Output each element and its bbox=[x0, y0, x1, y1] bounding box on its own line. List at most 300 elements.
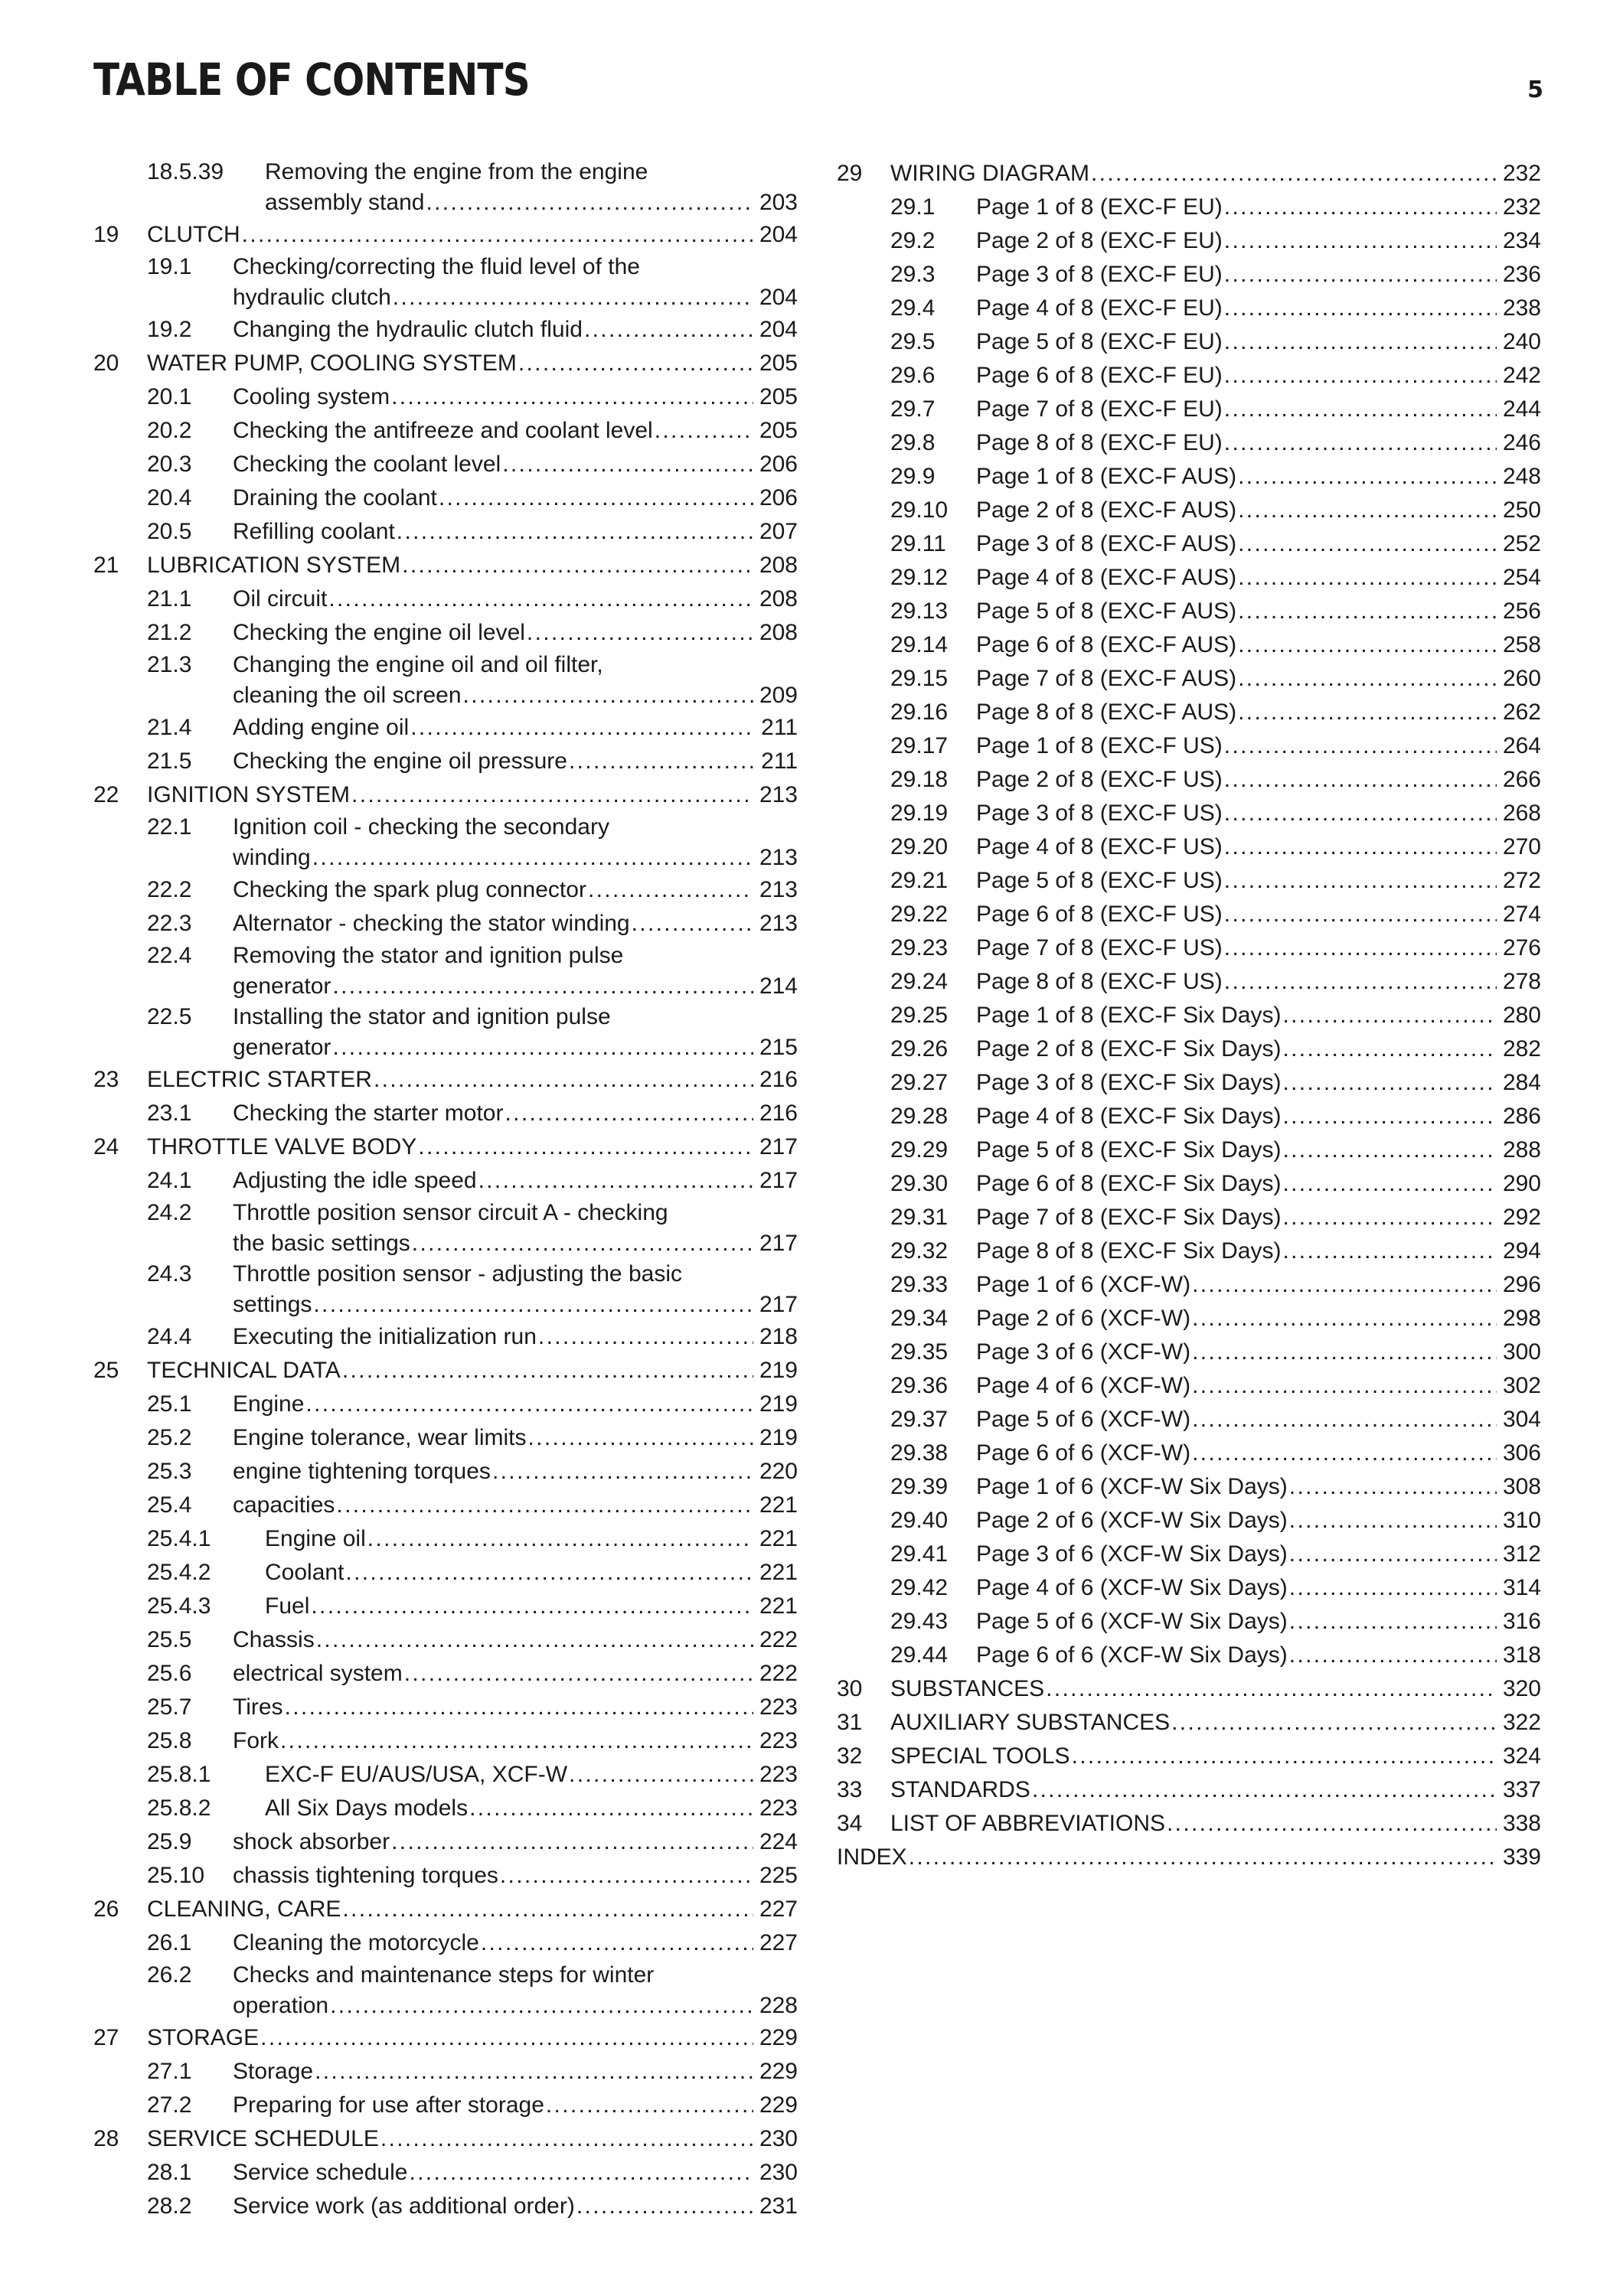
toc-chapter-entry[interactable] bbox=[93, 218, 798, 252]
toc-entry-number: 20 bbox=[93, 351, 119, 376]
toc-entry-number: 27.2 bbox=[147, 2092, 192, 2118]
toc-section-entry[interactable] bbox=[837, 1571, 1541, 1605]
toc-entry-title: Engine bbox=[233, 1391, 305, 1417]
toc-section-entry[interactable] bbox=[93, 650, 798, 711]
toc-section-entry[interactable] bbox=[837, 527, 1541, 561]
dot-leader bbox=[1282, 1201, 1496, 1234]
toc-entry-number: 29.29 bbox=[890, 1137, 949, 1163]
toc-section-entry[interactable] bbox=[837, 1504, 1541, 1538]
toc-entry-title: THROTTLE VALVE BODY bbox=[147, 1134, 417, 1159]
toc-section-entry[interactable] bbox=[93, 2156, 798, 2190]
dot-leader bbox=[1224, 763, 1497, 797]
toc-page-number: 276 bbox=[1502, 935, 1541, 960]
toc-entry-number: 25.4.3 bbox=[147, 1593, 211, 1619]
toc-section-entry[interactable] bbox=[837, 393, 1541, 426]
toc-page-number: 339 bbox=[1502, 1844, 1541, 1870]
toc-entry-number: 18.5.39 bbox=[147, 159, 224, 184]
toc-entry-title: Page 8 of 8 (EXC-F Six Days) bbox=[976, 1238, 1282, 1264]
toc-page-number: 294 bbox=[1502, 1238, 1541, 1264]
toc-section-entry[interactable] bbox=[837, 1605, 1541, 1639]
toc-entry-number: 33 bbox=[837, 1777, 863, 1802]
toc-section-entry[interactable] bbox=[93, 313, 798, 347]
toc-page-number: 229 bbox=[759, 2025, 798, 2050]
dot-leader bbox=[1238, 595, 1497, 628]
toc-section-entry[interactable] bbox=[93, 1859, 798, 1893]
dot-leader bbox=[528, 1421, 753, 1455]
toc-entry-number: 20.3 bbox=[147, 452, 192, 477]
toc-entry-title: Page 3 of 6 (XCF-W) bbox=[976, 1339, 1191, 1365]
toc-entry-number: 29.10 bbox=[890, 497, 949, 523]
toc-entry-title: Storage bbox=[233, 2059, 314, 2084]
toc-page-number: 280 bbox=[1502, 1003, 1541, 1028]
toc-entry-title: Page 2 of 8 (EXC-F US) bbox=[976, 767, 1223, 792]
page-number: 5 bbox=[1527, 77, 1543, 103]
toc-page-number: 300 bbox=[1502, 1339, 1541, 1365]
toc-section-entry[interactable] bbox=[93, 2190, 798, 2223]
toc-page-number: 268 bbox=[1502, 801, 1541, 826]
toc-entry-title: Executing the initialization run bbox=[233, 1324, 537, 1349]
toc-entry-number: 23 bbox=[93, 1067, 119, 1092]
toc-entry-title: Page 5 of 6 (XCF-W) bbox=[976, 1407, 1191, 1432]
dot-leader bbox=[1224, 797, 1497, 830]
toc-section-entry[interactable] bbox=[837, 965, 1541, 999]
toc-entry-title: SUBSTANCES bbox=[890, 1676, 1045, 1701]
toc-section-entry[interactable] bbox=[93, 1657, 798, 1691]
toc-page-number: 242 bbox=[1502, 363, 1541, 388]
toc-section-entry[interactable] bbox=[93, 1320, 798, 1354]
dot-leader bbox=[404, 1657, 753, 1691]
toc-chapter-entry[interactable] bbox=[837, 1807, 1541, 1841]
dot-leader bbox=[1046, 1672, 1497, 1706]
toc-section-entry[interactable] bbox=[837, 1437, 1541, 1470]
toc-entry-title: CLEANING, CARE bbox=[147, 1896, 341, 1922]
toc-section-entry[interactable] bbox=[93, 414, 798, 448]
toc-section-entry[interactable] bbox=[837, 898, 1541, 931]
toc-page-number: 260 bbox=[1502, 666, 1541, 691]
toc-page-number: 219 bbox=[759, 1358, 798, 1383]
toc-section-entry[interactable] bbox=[837, 763, 1541, 797]
toc-chapter-entry[interactable] bbox=[93, 549, 798, 582]
toc-entry-title: capacities bbox=[233, 1492, 335, 1518]
toc-entry-title: Service schedule bbox=[233, 2160, 408, 2185]
toc-entry-number: 29.28 bbox=[890, 1104, 949, 1129]
dot-leader bbox=[345, 1556, 753, 1590]
toc-page-number: 223 bbox=[759, 1694, 798, 1720]
dot-leader bbox=[1224, 426, 1497, 460]
dot-leader bbox=[312, 843, 753, 873]
dot-leader bbox=[469, 1792, 753, 1825]
dot-leader bbox=[280, 1724, 753, 1758]
dot-leader bbox=[1289, 1504, 1497, 1538]
toc-entry-title: Removing the engine from the engine bbox=[265, 159, 648, 184]
dot-leader bbox=[315, 2055, 753, 2089]
toc-page-number: 256 bbox=[1502, 598, 1541, 624]
toc-entry-title: Page 7 of 8 (EXC-F EU) bbox=[976, 396, 1223, 422]
toc-entry-number: 29.31 bbox=[890, 1205, 949, 1230]
toc-entry-title: Engine tolerance, wear limits bbox=[233, 1425, 527, 1450]
toc-entry-number: 29 bbox=[837, 161, 863, 186]
toc-entry-title: Tires bbox=[233, 1694, 283, 1720]
toc-section-entry[interactable] bbox=[93, 1960, 798, 2021]
dot-leader bbox=[260, 2021, 753, 2055]
toc-page-number: 240 bbox=[1502, 329, 1541, 354]
toc-section-entry[interactable] bbox=[837, 1369, 1541, 1403]
toc-chapter-entry[interactable] bbox=[93, 2021, 798, 2055]
toc-entry-number: 29.21 bbox=[890, 868, 949, 893]
toc-entry-number: 25.7 bbox=[147, 1694, 192, 1720]
dot-leader bbox=[1091, 157, 1497, 191]
toc-section-entry[interactable] bbox=[837, 1470, 1541, 1504]
toc-section-entry[interactable] bbox=[837, 191, 1541, 224]
toc-section-entry[interactable] bbox=[837, 1133, 1541, 1167]
toc-page-number: 227 bbox=[759, 1896, 798, 1922]
toc-section-entry[interactable] bbox=[837, 628, 1541, 662]
toc-section-entry[interactable] bbox=[93, 1002, 798, 1063]
toc-chapter-entry[interactable] bbox=[93, 1893, 798, 1926]
toc-page-number: 223 bbox=[759, 1795, 798, 1821]
toc-section-entry[interactable] bbox=[837, 426, 1541, 460]
toc-entry-title: Page 2 of 8 (EXC-F Six Days) bbox=[976, 1036, 1282, 1062]
toc-entry-number: 29.27 bbox=[890, 1070, 949, 1095]
toc-entry-number: 29.25 bbox=[890, 1003, 949, 1028]
toc-page-number: 213 bbox=[759, 911, 798, 936]
dot-leader bbox=[1192, 1302, 1497, 1336]
toc-entry-number: 29.41 bbox=[890, 1541, 949, 1567]
toc-section-entry[interactable] bbox=[93, 1758, 798, 1792]
dot-leader bbox=[1224, 830, 1497, 864]
toc-entry-title: Page 2 of 6 (XCF-W) bbox=[976, 1306, 1191, 1331]
toc-section-entry[interactable] bbox=[837, 999, 1541, 1032]
dot-leader bbox=[1224, 292, 1497, 325]
toc-chapter-entry[interactable] bbox=[837, 1841, 1541, 1874]
toc-section-entry[interactable] bbox=[93, 380, 798, 414]
toc-chapter-entry[interactable] bbox=[93, 1063, 798, 1097]
toc-entry-title: generator bbox=[233, 974, 331, 999]
toc-section-entry[interactable] bbox=[837, 1639, 1541, 1672]
toc-page-number: 272 bbox=[1502, 868, 1541, 893]
dot-leader bbox=[588, 873, 753, 907]
toc-section-entry[interactable] bbox=[93, 1421, 798, 1455]
toc-section-entry[interactable] bbox=[93, 745, 798, 778]
toc-section-entry[interactable] bbox=[837, 460, 1541, 494]
toc-page-number: 219 bbox=[759, 1391, 798, 1417]
toc-entry-number: 29.3 bbox=[890, 262, 936, 287]
toc-section-entry[interactable] bbox=[93, 907, 798, 941]
toc-page-number: 223 bbox=[759, 1762, 798, 1787]
toc-section-entry[interactable] bbox=[837, 258, 1541, 292]
toc-entry-number: 29.15 bbox=[890, 666, 949, 691]
toc-section-entry[interactable] bbox=[93, 1164, 798, 1198]
dot-leader bbox=[410, 711, 755, 745]
toc-page-number: 211 bbox=[761, 715, 798, 740]
dot-leader bbox=[1192, 1268, 1497, 1302]
toc-entry-number: 24.4 bbox=[147, 1324, 192, 1349]
toc-entry-number: 29.12 bbox=[890, 565, 949, 590]
toc-section-entry[interactable] bbox=[93, 616, 798, 650]
toc-section-entry[interactable] bbox=[837, 1066, 1541, 1100]
toc-section-entry[interactable] bbox=[93, 1556, 798, 1590]
toc-entry-title: Chassis bbox=[233, 1627, 315, 1652]
toc-page-number: 209 bbox=[759, 683, 798, 708]
toc-chapter-entry[interactable] bbox=[93, 1130, 798, 1164]
toc-entry-number: 29.16 bbox=[890, 700, 949, 725]
toc-section-entry[interactable] bbox=[93, 1724, 798, 1758]
toc-page-number: 217 bbox=[759, 1134, 798, 1159]
dot-leader bbox=[285, 1691, 753, 1724]
dot-leader bbox=[546, 2089, 753, 2122]
toc-entry-number: 29.19 bbox=[890, 801, 949, 826]
toc-entry-number: 29.9 bbox=[890, 464, 936, 489]
toc-chapter-entry[interactable] bbox=[93, 778, 798, 812]
toc-entry-title: Checking the engine oil pressure bbox=[233, 748, 567, 774]
toc-section-entry[interactable] bbox=[93, 873, 798, 907]
dot-leader bbox=[569, 745, 755, 778]
toc-entry-title: assembly stand bbox=[265, 190, 425, 215]
toc-page-number: 320 bbox=[1502, 1676, 1541, 1701]
toc-section-entry[interactable] bbox=[837, 1167, 1541, 1201]
toc-page-number: 218 bbox=[759, 1324, 798, 1349]
toc-section-entry[interactable] bbox=[93, 1590, 798, 1623]
dot-leader bbox=[313, 1290, 753, 1320]
toc-entry-number: 29.23 bbox=[890, 935, 949, 960]
toc-entry-number: 22.4 bbox=[147, 943, 192, 968]
toc-page-number: 223 bbox=[759, 1728, 798, 1753]
toc-entry-title: Page 4 of 6 (XCF-W) bbox=[976, 1373, 1191, 1398]
toc-section-entry[interactable] bbox=[837, 1336, 1541, 1369]
toc-entry-number: 28.2 bbox=[147, 2193, 192, 2219]
toc-section-entry[interactable] bbox=[93, 1522, 798, 1556]
toc-chapter-entry[interactable] bbox=[93, 1354, 798, 1388]
toc-page-number: 221 bbox=[759, 1492, 798, 1518]
toc-section-entry[interactable] bbox=[93, 1259, 798, 1320]
toc-page-number: 217 bbox=[759, 1231, 798, 1256]
toc-section-entry[interactable] bbox=[93, 1198, 798, 1259]
toc-entry-title: Page 8 of 8 (EXC-F EU) bbox=[976, 430, 1223, 455]
toc-page-number: 270 bbox=[1502, 834, 1541, 859]
toc-section-entry[interactable] bbox=[837, 696, 1541, 729]
toc-page-number: 215 bbox=[759, 1035, 798, 1060]
toc-section-entry[interactable] bbox=[837, 797, 1541, 830]
toc-entry-title: cleaning the oil screen bbox=[233, 683, 462, 708]
toc-entry-title: Draining the coolant bbox=[233, 485, 437, 510]
dot-leader bbox=[527, 616, 753, 650]
toc-section-entry[interactable] bbox=[837, 1032, 1541, 1066]
toc-section-entry[interactable] bbox=[93, 252, 798, 313]
page-title: TABLE OF CONTENTS bbox=[93, 54, 530, 106]
toc-section-entry[interactable] bbox=[93, 1489, 798, 1522]
dot-leader bbox=[1167, 1807, 1497, 1841]
toc-section-entry[interactable] bbox=[837, 1234, 1541, 1268]
toc-page-number: 203 bbox=[759, 190, 798, 215]
dot-leader bbox=[505, 1097, 753, 1130]
toc-entry-number: 29.20 bbox=[890, 834, 949, 859]
toc-entry-title: Page 2 of 6 (XCF-W Six Days) bbox=[976, 1508, 1288, 1533]
dot-leader bbox=[1224, 931, 1497, 965]
toc-entry-title: Page 7 of 8 (EXC-F AUS) bbox=[976, 666, 1237, 691]
toc-entry-title: Page 5 of 8 (EXC-F AUS) bbox=[976, 598, 1237, 624]
dot-leader bbox=[1224, 864, 1497, 898]
toc-entry-title: Page 6 of 8 (EXC-F US) bbox=[976, 902, 1223, 927]
dot-leader bbox=[332, 971, 753, 1002]
toc-entry-title: Page 6 of 8 (EXC-F Six Days) bbox=[976, 1171, 1282, 1196]
toc-section-entry[interactable] bbox=[837, 830, 1541, 864]
toc-page-number: 234 bbox=[1502, 228, 1541, 253]
toc-page-number: 206 bbox=[759, 485, 798, 510]
toc-entry-number: 22.3 bbox=[147, 911, 192, 936]
toc-entry-title: the basic settings bbox=[233, 1231, 410, 1256]
toc-section-entry[interactable] bbox=[93, 2055, 798, 2089]
toc-section-entry[interactable] bbox=[93, 1926, 798, 1960]
toc-section-entry[interactable] bbox=[93, 941, 798, 1002]
toc-page-number: 231 bbox=[759, 2193, 798, 2219]
toc-entry-number: 21.3 bbox=[147, 652, 192, 677]
toc-section-entry[interactable] bbox=[837, 1403, 1541, 1437]
dot-leader bbox=[380, 2122, 753, 2156]
toc-entry-number: 29.35 bbox=[890, 1339, 949, 1365]
toc-entry-title: Cooling system bbox=[233, 384, 390, 409]
toc-page-number: 229 bbox=[759, 2092, 798, 2118]
toc-page-number: 219 bbox=[759, 1425, 798, 1450]
toc-section-entry[interactable] bbox=[837, 494, 1541, 527]
toc-page-number: 207 bbox=[759, 519, 798, 544]
toc-entry-title: Engine oil bbox=[265, 1526, 366, 1551]
toc-entry-number: 29.7 bbox=[890, 396, 936, 422]
toc-entry-number: 29.33 bbox=[890, 1272, 949, 1297]
toc-entry-number: 21.1 bbox=[147, 586, 192, 612]
toc-page-number: 288 bbox=[1502, 1137, 1541, 1163]
toc-section-entry[interactable] bbox=[837, 1302, 1541, 1336]
toc-entry-number: 20.4 bbox=[147, 485, 192, 510]
dot-leader bbox=[1282, 1133, 1496, 1167]
toc-section-entry[interactable] bbox=[837, 729, 1541, 763]
toc-section-entry[interactable] bbox=[837, 292, 1541, 325]
dot-leader bbox=[1171, 1706, 1497, 1740]
toc-entry-number: 25.4.2 bbox=[147, 1560, 211, 1585]
toc-entry-title: LIST OF ABBREVIATIONS bbox=[890, 1811, 1165, 1836]
toc-page-number: 206 bbox=[759, 452, 798, 477]
toc-entry-number: 20.5 bbox=[147, 519, 192, 544]
toc-entry-number: 29.14 bbox=[890, 632, 949, 657]
dot-leader bbox=[336, 1489, 753, 1522]
dot-leader bbox=[393, 282, 753, 313]
dot-leader bbox=[655, 414, 753, 448]
toc-entry-number: 29.5 bbox=[890, 329, 936, 354]
toc-entry-number: 21.5 bbox=[147, 748, 192, 774]
toc-page-number: 204 bbox=[759, 285, 798, 310]
toc-entry-number: 28 bbox=[93, 2126, 119, 2151]
toc-section-entry[interactable] bbox=[837, 561, 1541, 595]
toc-page-number: 298 bbox=[1502, 1306, 1541, 1331]
toc-section-entry[interactable] bbox=[837, 1201, 1541, 1234]
toc-section-entry[interactable] bbox=[93, 1691, 798, 1724]
toc-section-entry[interactable] bbox=[837, 595, 1541, 628]
dot-leader bbox=[391, 380, 753, 414]
toc-section-entry[interactable] bbox=[93, 157, 798, 218]
toc-section-entry[interactable] bbox=[837, 662, 1541, 696]
toc-section-entry[interactable] bbox=[93, 1825, 798, 1859]
toc-entry-number: 29.34 bbox=[890, 1306, 949, 1331]
toc-entry-title: Oil circuit bbox=[233, 586, 328, 612]
toc-section-entry[interactable] bbox=[837, 325, 1541, 359]
toc-page-number: 262 bbox=[1502, 700, 1541, 725]
toc-section-entry[interactable] bbox=[93, 1455, 798, 1489]
toc-entry-number: 22.2 bbox=[147, 877, 192, 902]
dot-leader bbox=[374, 1063, 753, 1097]
toc-chapter-entry[interactable] bbox=[93, 347, 798, 380]
toc-section-entry[interactable] bbox=[93, 1388, 798, 1421]
toc-page-number: 204 bbox=[759, 222, 798, 247]
toc-entry-number: 29.11 bbox=[890, 531, 946, 556]
toc-page-number: 227 bbox=[759, 1930, 798, 1955]
toc-entry-title: Page 5 of 8 (EXC-F EU) bbox=[976, 329, 1223, 354]
toc-page-number: 222 bbox=[759, 1661, 798, 1686]
toc-section-entry[interactable] bbox=[837, 359, 1541, 393]
toc-chapter-entry[interactable] bbox=[93, 2122, 798, 2156]
toc-entry-number: 26.2 bbox=[147, 1962, 192, 1988]
toc-entry-number: 25.9 bbox=[147, 1829, 192, 1854]
toc-entry-number: 29.17 bbox=[890, 733, 949, 758]
toc-chapter-entry[interactable] bbox=[837, 1773, 1541, 1807]
toc-entry-title: Refilling coolant bbox=[233, 519, 395, 544]
toc-page-number: 316 bbox=[1502, 1609, 1541, 1634]
toc-chapter-entry[interactable] bbox=[837, 1740, 1541, 1773]
toc-entry-title: Checking/correcting the fluid level of the bbox=[233, 254, 640, 279]
dot-leader bbox=[1282, 1066, 1496, 1100]
toc-chapter-entry[interactable] bbox=[837, 1706, 1541, 1740]
toc-page-number: 225 bbox=[759, 1863, 798, 1888]
toc-section-entry[interactable] bbox=[93, 1097, 798, 1130]
dot-leader bbox=[409, 2156, 753, 2190]
toc-entry-title: Service work (as additional order) bbox=[233, 2193, 575, 2219]
dot-leader bbox=[576, 2190, 753, 2223]
toc-entry-number: 20.1 bbox=[147, 384, 192, 409]
toc-page-number: 214 bbox=[759, 974, 798, 999]
dot-leader bbox=[391, 1825, 753, 1859]
toc-section-entry[interactable] bbox=[837, 931, 1541, 965]
toc-entry-number: 25 bbox=[93, 1358, 119, 1383]
toc-page-number: 322 bbox=[1502, 1710, 1541, 1735]
toc-entry-title: Page 7 of 8 (EXC-F Six Days) bbox=[976, 1205, 1282, 1230]
toc-section-entry[interactable] bbox=[837, 1100, 1541, 1133]
toc-page-number: 221 bbox=[759, 1593, 798, 1619]
toc-section-entry[interactable] bbox=[93, 582, 798, 616]
toc-page-number: 232 bbox=[1502, 161, 1541, 186]
toc-page-number: 236 bbox=[1502, 262, 1541, 287]
toc-entry-number: 24.1 bbox=[147, 1168, 192, 1193]
toc-section-entry[interactable] bbox=[93, 2089, 798, 2122]
toc-chapter-entry[interactable] bbox=[837, 157, 1541, 191]
toc-section-entry[interactable] bbox=[837, 224, 1541, 258]
dot-leader bbox=[518, 347, 753, 380]
toc-section-entry[interactable] bbox=[93, 515, 798, 549]
toc-section-entry[interactable] bbox=[93, 448, 798, 481]
toc-entry-title: Page 7 of 8 (EXC-F US) bbox=[976, 935, 1223, 960]
toc-chapter-entry[interactable] bbox=[837, 1672, 1541, 1706]
toc-section-entry[interactable] bbox=[93, 1623, 798, 1657]
toc-page-number: 220 bbox=[759, 1459, 798, 1484]
toc-left-column bbox=[93, 157, 798, 2223]
toc-section-entry[interactable] bbox=[93, 812, 798, 873]
toc-section-entry[interactable] bbox=[93, 711, 798, 745]
toc-section-entry[interactable] bbox=[837, 1268, 1541, 1302]
dot-leader bbox=[1224, 325, 1497, 359]
toc-section-entry[interactable] bbox=[93, 481, 798, 515]
dot-leader bbox=[481, 1926, 753, 1960]
toc-entry-title: Page 1 of 6 (XCF-W Six Days) bbox=[976, 1474, 1288, 1499]
toc-section-entry[interactable] bbox=[837, 864, 1541, 898]
toc-section-entry[interactable] bbox=[837, 1538, 1541, 1571]
toc-section-entry[interactable] bbox=[93, 1792, 798, 1825]
